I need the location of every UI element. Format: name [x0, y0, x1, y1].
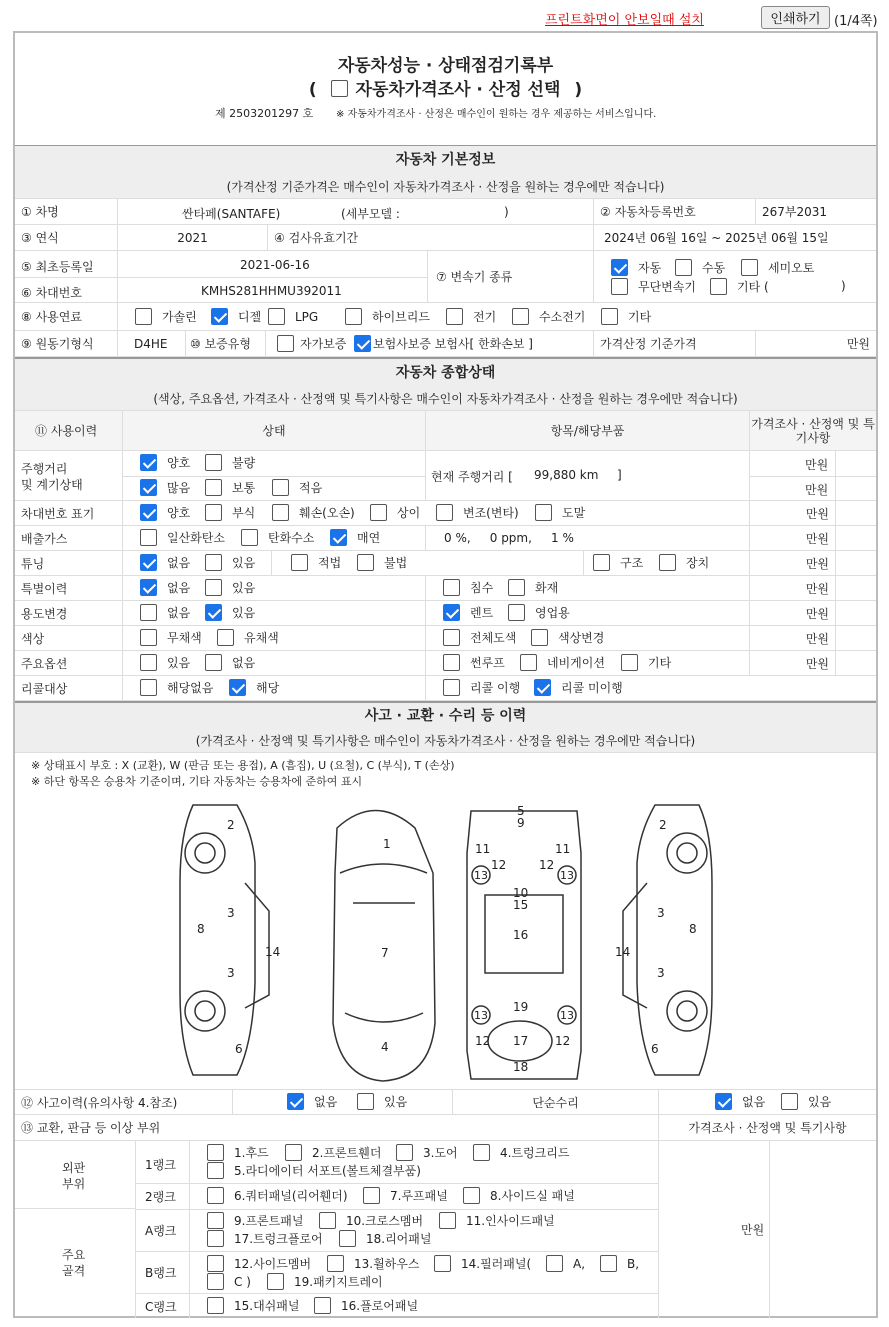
part-cross-member-checkbox[interactable]: [319, 1212, 336, 1229]
part-roof-panel-checkbox[interactable]: [363, 1187, 380, 1204]
fuel-electric-checkbox[interactable]: [446, 308, 463, 325]
part-radiator-support-checkbox[interactable]: [207, 1162, 224, 1179]
color-change-checkbox[interactable]: [531, 629, 548, 646]
status-note: (색상, 주요옵션, 가격조사 · 산정액 및 특기사항은 매수인이 자동차가격조사 · 산정을 원하는 경우에만 적습니다): [15, 387, 876, 411]
tuning-none-checkbox[interactable]: [140, 554, 157, 571]
doc-subtitle: ( 자동차가격조사 · 산정 선택 ): [308, 80, 583, 100]
warranty-insurer-checkbox[interactable]: [354, 335, 371, 352]
use-none-checkbox[interactable]: [140, 604, 157, 621]
part-18: 18: [513, 1060, 529, 1074]
mileage-many-checkbox[interactable]: [140, 479, 157, 496]
use-exists-checkbox[interactable]: [205, 604, 222, 621]
row-car-name: ① 차명 싼타페(SANTAFE) (세부모델 : ) ② 자동차등록번호 267부2031: [15, 199, 876, 225]
doc-note: ※ 자동차가격조사 · 산정은 매수인이 원하는 경우 제공하는 서비스입니다.: [336, 109, 657, 120]
recall-done-checkbox[interactable]: [443, 679, 460, 696]
accident-title: 사고 · 교환 · 수리 등 이력: [15, 701, 876, 729]
print-install-link[interactable]: 프린트화면이 안보일때 설치: [545, 13, 704, 28]
option-other-checkbox[interactable]: [621, 654, 638, 671]
page-indicator: (1/4쪽): [834, 14, 878, 29]
right-rear-wheel: [667, 991, 707, 1031]
tuning-legal-checkbox[interactable]: [291, 554, 308, 571]
part-dash-panel-checkbox[interactable]: [207, 1297, 224, 1314]
part-3-left-a: 3: [227, 906, 235, 920]
top-bar: [0, 0, 889, 30]
trans-manual-checkbox[interactable]: [675, 259, 692, 276]
mileage-normal-checkbox[interactable]: [205, 479, 222, 496]
part-rear-panel-checkbox[interactable]: [339, 1230, 356, 1247]
vin-mark-row: 차대번호 표기 양호 부식 훼손(오손) 상이 변조(변타) 도말 만원: [15, 501, 876, 526]
emission-row: 배출가스 일산화탄소 탄화수소 매연 0 %, 0 ppm, 1 % 만원: [15, 526, 876, 551]
car-name: 싼타페(SANTAFE): [182, 207, 281, 221]
status-header-row: ⑪ 사용이력 상태 항목/해당부품 가격조사 · 산정액 및 특기사항: [15, 411, 876, 451]
vin-damage-checkbox[interactable]: [272, 504, 289, 521]
recall-none-checkbox[interactable]: [140, 679, 157, 696]
gauge-good-checkbox[interactable]: [140, 454, 157, 471]
special-exists-checkbox[interactable]: [205, 579, 222, 596]
part-6-right: 6: [651, 1042, 659, 1056]
fuel-gasoline-checkbox[interactable]: [135, 308, 152, 325]
part-8-right: 8: [689, 922, 697, 936]
accident-note: (가격조사 · 산정액 및 특기사항은 매수인이 자동차가격조사 · 산정을 원하는 경우에만 적습니다): [15, 729, 876, 753]
first-reg-date: 2021-06-16: [240, 258, 310, 272]
special-none-checkbox[interactable]: [140, 579, 157, 596]
part-13-b: 13: [560, 869, 574, 882]
part-14-right: 14: [615, 945, 631, 959]
doc-title: 자동차성능 · 상태점검기록부: [337, 56, 554, 76]
legend-2: ※ 하단 항목은 승용차 기준이며, 기타 자동차는 승용차에 준하여 표시: [31, 775, 363, 788]
fuel-lpg-checkbox[interactable]: [268, 308, 285, 325]
row-fuel: ⑧ 사용연료 가솔린 디젤 LPG 하이브리드 전기 수소전기 기타: [15, 303, 876, 331]
vin-corrode-checkbox[interactable]: [205, 504, 222, 521]
part-15: 15: [513, 898, 529, 912]
part-wheel-house-checkbox[interactable]: [327, 1255, 344, 1272]
year: 2021: [117, 225, 267, 250]
recall-yes-checkbox[interactable]: [229, 679, 246, 696]
recall-not-checkbox[interactable]: [534, 679, 551, 696]
part-package-tray-checkbox[interactable]: [267, 1273, 284, 1290]
fuel-hybrid-checkbox[interactable]: [345, 308, 362, 325]
part-floor-panel-checkbox[interactable]: [314, 1297, 331, 1314]
option-row: 주요옵션 있음 없음 썬루프 네비게이션 기타 만원: [15, 651, 876, 676]
part-front-fender-checkbox[interactable]: [285, 1144, 302, 1161]
mileage-value: 99,880 km: [534, 468, 599, 482]
color-row: 색상 무채색 유채색 전체도색 색상변경 만원: [15, 626, 876, 651]
special-flood-checkbox[interactable]: [443, 579, 460, 596]
tuning-exists-checkbox[interactable]: [205, 554, 222, 571]
part-2-right: 2: [659, 818, 667, 832]
part-door-checkbox[interactable]: [396, 1144, 413, 1161]
vin-alter-checkbox[interactable]: [436, 504, 453, 521]
part-pillar-panel-checkbox[interactable]: [434, 1255, 451, 1272]
vin-good-checkbox[interactable]: [140, 504, 157, 521]
option-exists-checkbox[interactable]: [140, 654, 157, 671]
emission-values: 0 %, 0 ppm, 1 %: [425, 526, 749, 550]
tuning-row: 튜닝 없음 있음 적법 불법 구조 장치 만원: [15, 551, 876, 576]
part-quarter-panel-checkbox[interactable]: [207, 1187, 224, 1204]
part-hood-checkbox[interactable]: [207, 1144, 224, 1161]
mileage-row: 주행거리 및 계기상태 양호 불량 많음 보통 적음 현재 주행거리 [ 99,880 km ] 만원 만원: [15, 451, 876, 501]
part-pillar-b-checkbox[interactable]: [600, 1255, 617, 1272]
part-3-right-b: 3: [657, 966, 665, 980]
option-navi-checkbox[interactable]: [520, 654, 537, 671]
part-side-member-checkbox[interactable]: [207, 1255, 224, 1272]
fuel-other-checkbox[interactable]: [601, 308, 618, 325]
special-fire-checkbox[interactable]: [508, 579, 525, 596]
part-17: 17: [513, 1034, 529, 1048]
part-13-c: 13: [474, 1009, 488, 1022]
emission-co-checkbox[interactable]: [140, 529, 157, 546]
part-11-left: 11: [475, 842, 491, 856]
part-11-right: 11: [555, 842, 571, 856]
right-front-wheel: [667, 833, 707, 873]
part-front-panel-checkbox[interactable]: [207, 1212, 224, 1229]
accident-exists-checkbox[interactable]: [357, 1093, 374, 1110]
emission-smoke-checkbox[interactable]: [330, 529, 347, 546]
part-8-left: 8: [197, 922, 205, 936]
row-first-reg: ⑤ 최초등록일 ⑥ 차대번호 2021-06-16 KMHS281HHMU392011 ⑦ 변속기 종류 자동 수동 세미오토 무단변속기 기타 ( ): [15, 251, 876, 303]
part-6-left: 6: [235, 1042, 243, 1056]
part-12-top-right: 12: [539, 858, 555, 872]
exchange-header-row: ⑬ 교환, 판금 등 이상 부위 가격조사 · 산정액 및 특기사항: [15, 1115, 876, 1141]
price-select-checkbox[interactable]: [331, 80, 348, 97]
part-9: 9: [517, 816, 525, 830]
row-year: ③ 연식 2021 ④ 검사유효기간 2024년 06월 16일 ~ 2025년 06월 15일: [15, 225, 876, 251]
fuel-diesel-checkbox[interactable]: [211, 308, 228, 325]
inspect-period: 2024년 06월 16일 ~ 2025년 06월 15일: [593, 225, 829, 250]
color-chromatic-checkbox[interactable]: [217, 629, 234, 646]
part-3-left-b: 3: [227, 966, 235, 980]
special-history-row: 특별이력 없음 있음 침수 화재 만원: [15, 576, 876, 601]
reg-number: 267부2031: [755, 199, 827, 224]
tuning-device-checkbox[interactable]: [659, 554, 676, 571]
part-13-a: 13: [474, 869, 488, 882]
doc-number: 제 2503201297 호: [215, 107, 314, 120]
part-1: 1: [383, 837, 391, 851]
repair-exists-checkbox[interactable]: [781, 1093, 798, 1110]
color-fullpaint-checkbox[interactable]: [443, 629, 460, 646]
warranty-self-checkbox[interactable]: [277, 335, 294, 352]
basic-info-note: (가격산정 기준가격은 매수인이 자동차가격조사 · 산정을 원하는 경우에만 적습니다): [15, 175, 876, 199]
part-2-left: 2: [227, 818, 235, 832]
part-16: 16: [513, 928, 529, 942]
gauge-bad-checkbox[interactable]: [205, 454, 222, 471]
part-12-bottom-right: 12: [555, 1034, 571, 1048]
status-title: 자동차 종합상태: [15, 357, 876, 387]
part-5: 5: [517, 804, 525, 818]
basic-info-title: 자동차 기본정보: [15, 145, 876, 175]
part-side-sill-checkbox[interactable]: [463, 1187, 480, 1204]
part-pillar-a-checkbox[interactable]: [546, 1255, 563, 1272]
part-14-left: 14: [265, 945, 281, 959]
use-change-row: 용도변경 없음 있음 렌트 영업용 만원: [15, 601, 876, 626]
row-engine: ⑨ 원동기형식 D4HE ⑩ 보증유형 자가보증 보험사보증 보험사[ 한화손보 ] 가격산정 기준가격 만원: [15, 331, 876, 357]
trans-other-checkbox[interactable]: [710, 278, 727, 295]
color-achromatic-checkbox[interactable]: [140, 629, 157, 646]
part-13-d: 13: [560, 1009, 574, 1022]
trans-semi-checkbox[interactable]: [741, 259, 758, 276]
trans-auto-checkbox[interactable]: [611, 259, 628, 276]
print-button[interactable]: 인쇄하기: [761, 6, 830, 29]
part-10: 10: [513, 886, 529, 900]
use-business-checkbox[interactable]: [508, 604, 525, 621]
part-19: 19: [513, 1000, 529, 1014]
engine-type: D4HE: [117, 331, 167, 356]
part-12-top-left: 12: [491, 858, 507, 872]
recall-row: 리콜대상 해당없음 해당 리콜 이행 리콜 미이행: [15, 676, 876, 701]
accident-none-checkbox[interactable]: [287, 1093, 304, 1110]
car-diagram: [15, 793, 876, 1089]
part-7: 7: [381, 946, 389, 960]
fuel-hydrogen-checkbox[interactable]: [512, 308, 529, 325]
part-3-right-a: 3: [657, 906, 665, 920]
part-trunk-lid-checkbox[interactable]: [473, 1144, 490, 1161]
part-pillar-c-checkbox[interactable]: [207, 1273, 224, 1290]
part-inside-panel-checkbox[interactable]: [439, 1212, 456, 1229]
inspection-sheet: [13, 31, 878, 1318]
tuning-structure-checkbox[interactable]: [593, 554, 610, 571]
part-trunk-floor-checkbox[interactable]: [207, 1230, 224, 1247]
use-rent-checkbox[interactable]: [443, 604, 460, 621]
exchange-table: 외판 부위 주요 골격 1랭크 2랭크 A랭크 B랭크 C랭크 1.후드 2.프론트휀더 3.도어 4.트렁크리드 5.라디에이터 서포트(볼트체결부품) 6.쿼터패널(리어휀더) 7.루프패널 8.사이드실 패널 9.프론트패널 10.크로스멤버 11.인사이드패널 17.트렁크플로어 18.리어패널 12.사이드멤버 13.휠하우스 14.필러패널( A, B, C ) 19.패키지트레이 15.대쉬패널 16.플로어패널 만원: [15, 1141, 876, 1318]
left-front-wheel: [185, 833, 225, 873]
mileage-few-checkbox[interactable]: [272, 479, 289, 496]
right-side-body: [637, 805, 712, 1075]
vin-steal-checkbox[interactable]: [535, 504, 552, 521]
legend-1: ※ 상태표시 부호 : X (교환), W (판금 또는 용접), A (흠집), U (요철), C (부식), T (손상): [31, 759, 455, 772]
part-12-bottom-left: 12: [475, 1034, 491, 1048]
vin: KMHS281HHMU392011: [201, 284, 342, 298]
left-rear-wheel: [185, 991, 225, 1031]
repair-none-checkbox[interactable]: [715, 1093, 732, 1110]
option-none-checkbox[interactable]: [205, 654, 222, 671]
emission-hc-checkbox[interactable]: [241, 529, 258, 546]
accident-history-row: ⑫ 사고이력(유의사항 4.참조) 없음 있음 단순수리 없음 있음: [15, 1089, 876, 1115]
left-side-body: [180, 805, 255, 1075]
part-4: 4: [381, 1040, 389, 1054]
option-sunroof-checkbox[interactable]: [443, 654, 460, 671]
tuning-illegal-checkbox[interactable]: [357, 554, 374, 571]
exchange-price-unit: 만원: [741, 1223, 765, 1237]
trans-cvt-checkbox[interactable]: [611, 278, 628, 295]
vin-diff-checkbox[interactable]: [370, 504, 387, 521]
